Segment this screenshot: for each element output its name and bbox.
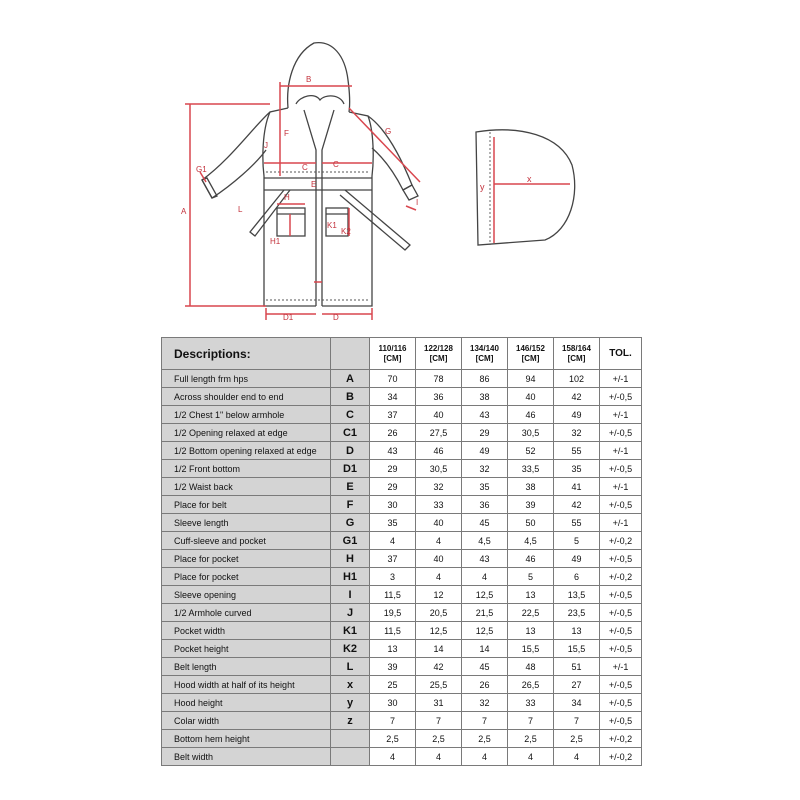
description-cell: Belt length xyxy=(162,658,331,676)
description-cell: 1/2 Opening relaxed at edge xyxy=(162,424,331,442)
value-cell: 25 xyxy=(370,676,416,694)
value-cell: 39 xyxy=(508,496,554,514)
value-cell: 46 xyxy=(508,550,554,568)
table-row xyxy=(162,694,642,712)
size-label: 110/116 xyxy=(378,343,407,353)
code-cell: L xyxy=(331,658,370,676)
table-row xyxy=(162,550,642,568)
value-cell: 42 xyxy=(554,496,600,514)
size-label: 122/128 xyxy=(424,343,453,353)
value-cell: 86 xyxy=(462,370,508,388)
value-cell: 14 xyxy=(416,640,462,658)
tolerance-cell: +/-0,5 xyxy=(600,460,642,478)
description-cell: 1/2 Waist back xyxy=(162,478,331,496)
value-cell: 4 xyxy=(416,532,462,550)
description-cell: Across shoulder end to end xyxy=(162,388,331,406)
label-H: H xyxy=(284,193,290,202)
table-row xyxy=(162,730,642,748)
value-cell: 13 xyxy=(508,586,554,604)
value-cell: 4 xyxy=(508,748,554,766)
code-cell: K1 xyxy=(331,622,370,640)
table-row xyxy=(162,658,642,676)
value-cell: 2,5 xyxy=(462,730,508,748)
value-cell: 19,5 xyxy=(370,604,416,622)
label-L: L xyxy=(238,205,243,214)
value-cell: 7 xyxy=(554,712,600,730)
value-cell: 33,5 xyxy=(508,460,554,478)
size-unit: [CM] xyxy=(475,353,494,363)
value-cell: 78 xyxy=(416,370,462,388)
tolerance-cell: +/-0,2 xyxy=(600,748,642,766)
description-cell: Place for belt xyxy=(162,496,331,514)
tolerance-cell: +/-1 xyxy=(600,442,642,460)
value-cell: 39 xyxy=(370,658,416,676)
value-cell: 36 xyxy=(462,496,508,514)
value-cell: 21,5 xyxy=(462,604,508,622)
table-row xyxy=(162,406,642,424)
value-cell: 32 xyxy=(554,424,600,442)
code-cell: E xyxy=(331,478,370,496)
tolerance-cell: +/-0,5 xyxy=(600,694,642,712)
label-D: D xyxy=(333,313,339,322)
label-F: F xyxy=(284,129,289,138)
value-cell: 4 xyxy=(370,532,416,550)
value-cell: 26 xyxy=(462,676,508,694)
value-cell: 40 xyxy=(508,388,554,406)
value-cell: 38 xyxy=(462,388,508,406)
value-cell: 7 xyxy=(462,712,508,730)
label-x: x xyxy=(527,174,532,184)
tolerance-cell: +/-0,5 xyxy=(600,676,642,694)
value-cell: 43 xyxy=(462,550,508,568)
label-J: J xyxy=(264,141,268,150)
description-cell: Cuff-sleeve and pocket xyxy=(162,532,331,550)
value-cell: 34 xyxy=(370,388,416,406)
value-cell: 30,5 xyxy=(416,460,462,478)
value-cell: 4 xyxy=(462,748,508,766)
label-E: E xyxy=(311,180,317,189)
description-cell: 1/2 Armhole curved xyxy=(162,604,331,622)
code-cell: C xyxy=(331,406,370,424)
value-cell: 49 xyxy=(554,406,600,424)
description-cell: 1/2 Chest 1" below armhole xyxy=(162,406,331,424)
value-cell: 27,5 xyxy=(416,424,462,442)
code-cell: H xyxy=(331,550,370,568)
value-cell: 32 xyxy=(462,460,508,478)
value-cell: 43 xyxy=(462,406,508,424)
description-cell: Sleeve opening xyxy=(162,586,331,604)
tolerance-cell: +/-1 xyxy=(600,514,642,532)
value-cell: 36 xyxy=(416,388,462,406)
table-row xyxy=(162,496,642,514)
size-unit: [CM] xyxy=(383,353,402,363)
value-cell: 30 xyxy=(370,694,416,712)
tolerance-cell: +/-1 xyxy=(600,478,642,496)
code-cell: F xyxy=(331,496,370,514)
tolerance-cell: +/-0,5 xyxy=(600,496,642,514)
table-row xyxy=(162,442,642,460)
value-cell: 4 xyxy=(416,568,462,586)
value-cell: 30,5 xyxy=(508,424,554,442)
value-cell: 52 xyxy=(508,442,554,460)
code-cell: K2 xyxy=(331,640,370,658)
value-cell: 40 xyxy=(416,406,462,424)
value-cell: 42 xyxy=(554,388,600,406)
value-cell: 35 xyxy=(554,460,600,478)
value-cell: 4 xyxy=(416,748,462,766)
value-cell: 12,5 xyxy=(416,622,462,640)
value-cell: 102 xyxy=(554,370,600,388)
table-row xyxy=(162,712,642,730)
value-cell: 2,5 xyxy=(554,730,600,748)
size-spec-table xyxy=(161,337,642,766)
value-cell: 29 xyxy=(370,460,416,478)
tolerance-cell: +/-1 xyxy=(600,370,642,388)
value-cell: 22,5 xyxy=(508,604,554,622)
dimension-lines xyxy=(185,82,420,320)
value-cell: 12,5 xyxy=(462,622,508,640)
value-cell: 20,5 xyxy=(416,604,462,622)
value-cell: 29 xyxy=(370,478,416,496)
label-B: B xyxy=(306,75,312,84)
table-row xyxy=(162,748,642,766)
value-cell: 49 xyxy=(554,550,600,568)
tolerance-cell: +/-0,5 xyxy=(600,550,642,568)
value-cell: 7 xyxy=(416,712,462,730)
size-header xyxy=(554,338,600,370)
value-cell: 2,5 xyxy=(416,730,462,748)
value-cell: 29 xyxy=(462,424,508,442)
description-cell: Place for pocket xyxy=(162,568,331,586)
code-cell: C1 xyxy=(331,424,370,442)
value-cell: 38 xyxy=(508,478,554,496)
label-D1: D1 xyxy=(283,313,294,322)
code-cell: D xyxy=(331,442,370,460)
code-cell: z xyxy=(331,712,370,730)
tolerance-cell: +/-0,5 xyxy=(600,712,642,730)
size-header xyxy=(416,338,462,370)
technical-sketch xyxy=(0,0,800,330)
size-unit: [CM] xyxy=(429,353,448,363)
value-cell: 70 xyxy=(370,370,416,388)
label-A: A xyxy=(181,207,187,216)
value-cell: 37 xyxy=(370,550,416,568)
value-cell: 35 xyxy=(370,514,416,532)
description-cell: Full length frm hps xyxy=(162,370,331,388)
label-H1: H1 xyxy=(270,237,281,246)
value-cell: 6 xyxy=(554,568,600,586)
value-cell: 7 xyxy=(370,712,416,730)
description-cell: Bottom hem height xyxy=(162,730,331,748)
code-cell: G xyxy=(331,514,370,532)
code-cell: G1 xyxy=(331,532,370,550)
value-cell: 12,5 xyxy=(462,586,508,604)
value-cell: 51 xyxy=(554,658,600,676)
value-cell: 12 xyxy=(416,586,462,604)
table-row xyxy=(162,388,642,406)
hood-drawing xyxy=(476,130,575,245)
value-cell: 11,5 xyxy=(370,622,416,640)
descriptions-header: Descriptions: xyxy=(162,338,331,370)
value-cell: 55 xyxy=(554,514,600,532)
size-header xyxy=(462,338,508,370)
value-cell: 4 xyxy=(554,748,600,766)
value-cell: 46 xyxy=(416,442,462,460)
value-cell: 31 xyxy=(416,694,462,712)
value-cell: 13,5 xyxy=(554,586,600,604)
code-cell: J xyxy=(331,604,370,622)
label-C-right: C xyxy=(333,160,339,169)
value-cell: 55 xyxy=(554,442,600,460)
value-cell: 23,5 xyxy=(554,604,600,622)
tolerance-cell: +/-0,5 xyxy=(600,622,642,640)
value-cell: 4 xyxy=(462,568,508,586)
table-row xyxy=(162,514,642,532)
table-row xyxy=(162,370,642,388)
tolerance-cell: +/-0,5 xyxy=(600,424,642,442)
table-row xyxy=(162,568,642,586)
table-row xyxy=(162,622,642,640)
tolerance-cell: +/-0,5 xyxy=(600,586,642,604)
table-row xyxy=(162,460,642,478)
tolerance-header: TOL. xyxy=(600,338,642,370)
value-cell: 50 xyxy=(508,514,554,532)
table-body xyxy=(162,370,642,766)
tolerance-cell: +/-0,5 xyxy=(600,640,642,658)
size-label: 134/140 xyxy=(470,343,499,353)
table-row xyxy=(162,676,642,694)
value-cell: 15,5 xyxy=(554,640,600,658)
code-cell: x xyxy=(331,676,370,694)
value-cell: 32 xyxy=(462,694,508,712)
tolerance-cell: +/-0,5 xyxy=(600,604,642,622)
description-cell: Hood height xyxy=(162,694,331,712)
tolerance-cell: +/-1 xyxy=(600,406,642,424)
label-C-left: C xyxy=(302,163,308,172)
value-cell: 45 xyxy=(462,514,508,532)
value-cell: 13 xyxy=(370,640,416,658)
label-I: I xyxy=(416,198,419,207)
tolerance-cell: +/-1 xyxy=(600,658,642,676)
table-header-row xyxy=(162,338,642,370)
value-cell: 13 xyxy=(508,622,554,640)
value-cell: 30 xyxy=(370,496,416,514)
value-cell: 94 xyxy=(508,370,554,388)
value-cell: 14 xyxy=(462,640,508,658)
value-cell: 11,5 xyxy=(370,586,416,604)
description-cell: 1/2 Front bottom xyxy=(162,460,331,478)
code-cell: y xyxy=(331,694,370,712)
description-cell: Belt width xyxy=(162,748,331,766)
value-cell: 4,5 xyxy=(508,532,554,550)
table-row xyxy=(162,640,642,658)
value-cell: 48 xyxy=(508,658,554,676)
value-cell: 40 xyxy=(416,550,462,568)
label-y: y xyxy=(480,182,485,192)
code-cell: B xyxy=(331,388,370,406)
value-cell: 46 xyxy=(508,406,554,424)
label-G1: G1 xyxy=(196,165,207,174)
code-cell: I xyxy=(331,586,370,604)
code-cell xyxy=(331,748,370,766)
description-cell: Colar width xyxy=(162,712,331,730)
code-header xyxy=(331,338,370,370)
value-cell: 13 xyxy=(554,622,600,640)
code-cell xyxy=(331,730,370,748)
size-unit: [CM] xyxy=(521,353,540,363)
value-cell: 34 xyxy=(554,694,600,712)
size-header xyxy=(370,338,416,370)
value-cell: 27 xyxy=(554,676,600,694)
code-cell: A xyxy=(331,370,370,388)
table-row xyxy=(162,604,642,622)
value-cell: 43 xyxy=(370,442,416,460)
value-cell: 25,5 xyxy=(416,676,462,694)
value-cell: 42 xyxy=(416,658,462,676)
description-cell: 1/2 Bottom opening relaxed at edge xyxy=(162,442,331,460)
label-G: G xyxy=(385,127,392,136)
size-label: 146/152 xyxy=(516,343,545,353)
value-cell: 26 xyxy=(370,424,416,442)
description-cell: Pocket height xyxy=(162,640,331,658)
description-cell: Pocket width xyxy=(162,622,331,640)
tolerance-cell: +/-0,2 xyxy=(600,568,642,586)
value-cell: 7 xyxy=(508,712,554,730)
tolerance-cell: +/-0,2 xyxy=(600,730,642,748)
description-cell: Sleeve length xyxy=(162,514,331,532)
size-header xyxy=(508,338,554,370)
code-cell: H1 xyxy=(331,568,370,586)
code-cell: D1 xyxy=(331,460,370,478)
value-cell: 4,5 xyxy=(462,532,508,550)
size-label: 158/164 xyxy=(562,343,591,353)
value-cell: 37 xyxy=(370,406,416,424)
value-cell: 26,5 xyxy=(508,676,554,694)
table-row xyxy=(162,532,642,550)
table-row xyxy=(162,478,642,496)
size-unit: [CM] xyxy=(567,353,586,363)
value-cell: 49 xyxy=(462,442,508,460)
value-cell: 2,5 xyxy=(508,730,554,748)
value-cell: 32 xyxy=(416,478,462,496)
value-cell: 5 xyxy=(508,568,554,586)
table-row xyxy=(162,586,642,604)
description-cell: Place for pocket xyxy=(162,550,331,568)
value-cell: 45 xyxy=(462,658,508,676)
value-cell: 3 xyxy=(370,568,416,586)
value-cell: 35 xyxy=(462,478,508,496)
value-cell: 33 xyxy=(416,496,462,514)
dimension-labels xyxy=(181,75,418,322)
value-cell: 33 xyxy=(508,694,554,712)
label-K2: K2 xyxy=(341,227,351,236)
label-K1: K1 xyxy=(327,221,337,230)
value-cell: 15,5 xyxy=(508,640,554,658)
tolerance-cell: +/-0,2 xyxy=(600,532,642,550)
value-cell: 4 xyxy=(370,748,416,766)
value-cell: 5 xyxy=(554,532,600,550)
value-cell: 41 xyxy=(554,478,600,496)
description-cell: Hood width at half of its height xyxy=(162,676,331,694)
table-row xyxy=(162,424,642,442)
value-cell: 2,5 xyxy=(370,730,416,748)
value-cell: 40 xyxy=(416,514,462,532)
tolerance-cell: +/-0,5 xyxy=(600,388,642,406)
